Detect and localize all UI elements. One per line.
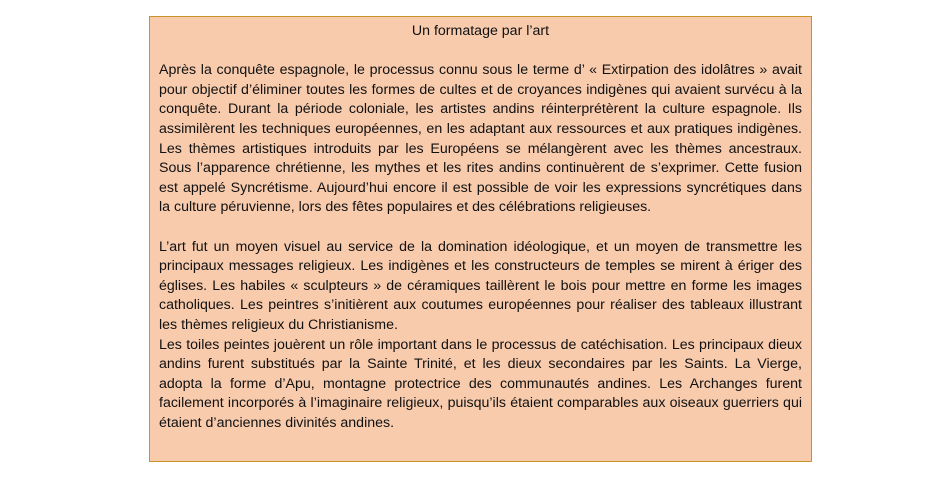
paragraph-catechisation: Les toiles peintes jouèrent un rôle important dans le processus de catéchisation. Les principaux dieux andins furent substitués par la Sainte Trinité, et les dieux secondaires par les Saints. La Vierge, adopta la forme d’Apu, montagne protectrice des communautés andines. Les Archanges furent facilement incorporés à l’imaginaire religieux, puisqu’ils étaient comparables aux oiseaux guerriers qui étaient d’anciennes divinités andines.: [159, 336, 802, 431]
paragraph-extirpation: Après la conquête espagnole, le processus connu sous le terme d’ « Extirpation des idolâtres » avait pour objectif d’éliminer toutes les formes de cultes et de croyances indigènes qui avaient survécu à la conquête. Durant la période coloniale, les artistes andins réinterprétèrent la culture espagnole. Ils assimilèrent les techniques européennes, en les adaptant aux ressources et aux pratiques indigènes. Les thèmes artistiques introduits par les Européens se mélangèrent avec les thèmes ancestraux. Sous l’apparence chrétienne, les mythes et les rites andins continuèrent de s’exprimer. Cette fusion est appelé Syncrétisme. Aujourd’hui encore il est possible de voir les expressions syncrétiques dans la culture péruvienne, lors des fêtes populaires et des célébrations religieuses.: [159, 62, 802, 216]
paragraph-spacer: [159, 218, 802, 238]
paragraph-ideological-domination: L’art fut un moyen visuel au service de la domination idéologique, et un moyen de transmettre les principaux messages religieux. Les indigènes et les constructeurs de temples se mirent à ériger des églises. Les habiles « sculpteurs » de céramiques taillèrent le bois pour mettre en forme les images catholiques. Les peintres s’initièrent aux coutumes européennes pour réaliser des tableaux illustrant les thèmes religieux du Christianisme.: [159, 238, 802, 333]
text-box: [149, 16, 812, 462]
document-title: Un formatage par l’art: [411, 23, 550, 39]
